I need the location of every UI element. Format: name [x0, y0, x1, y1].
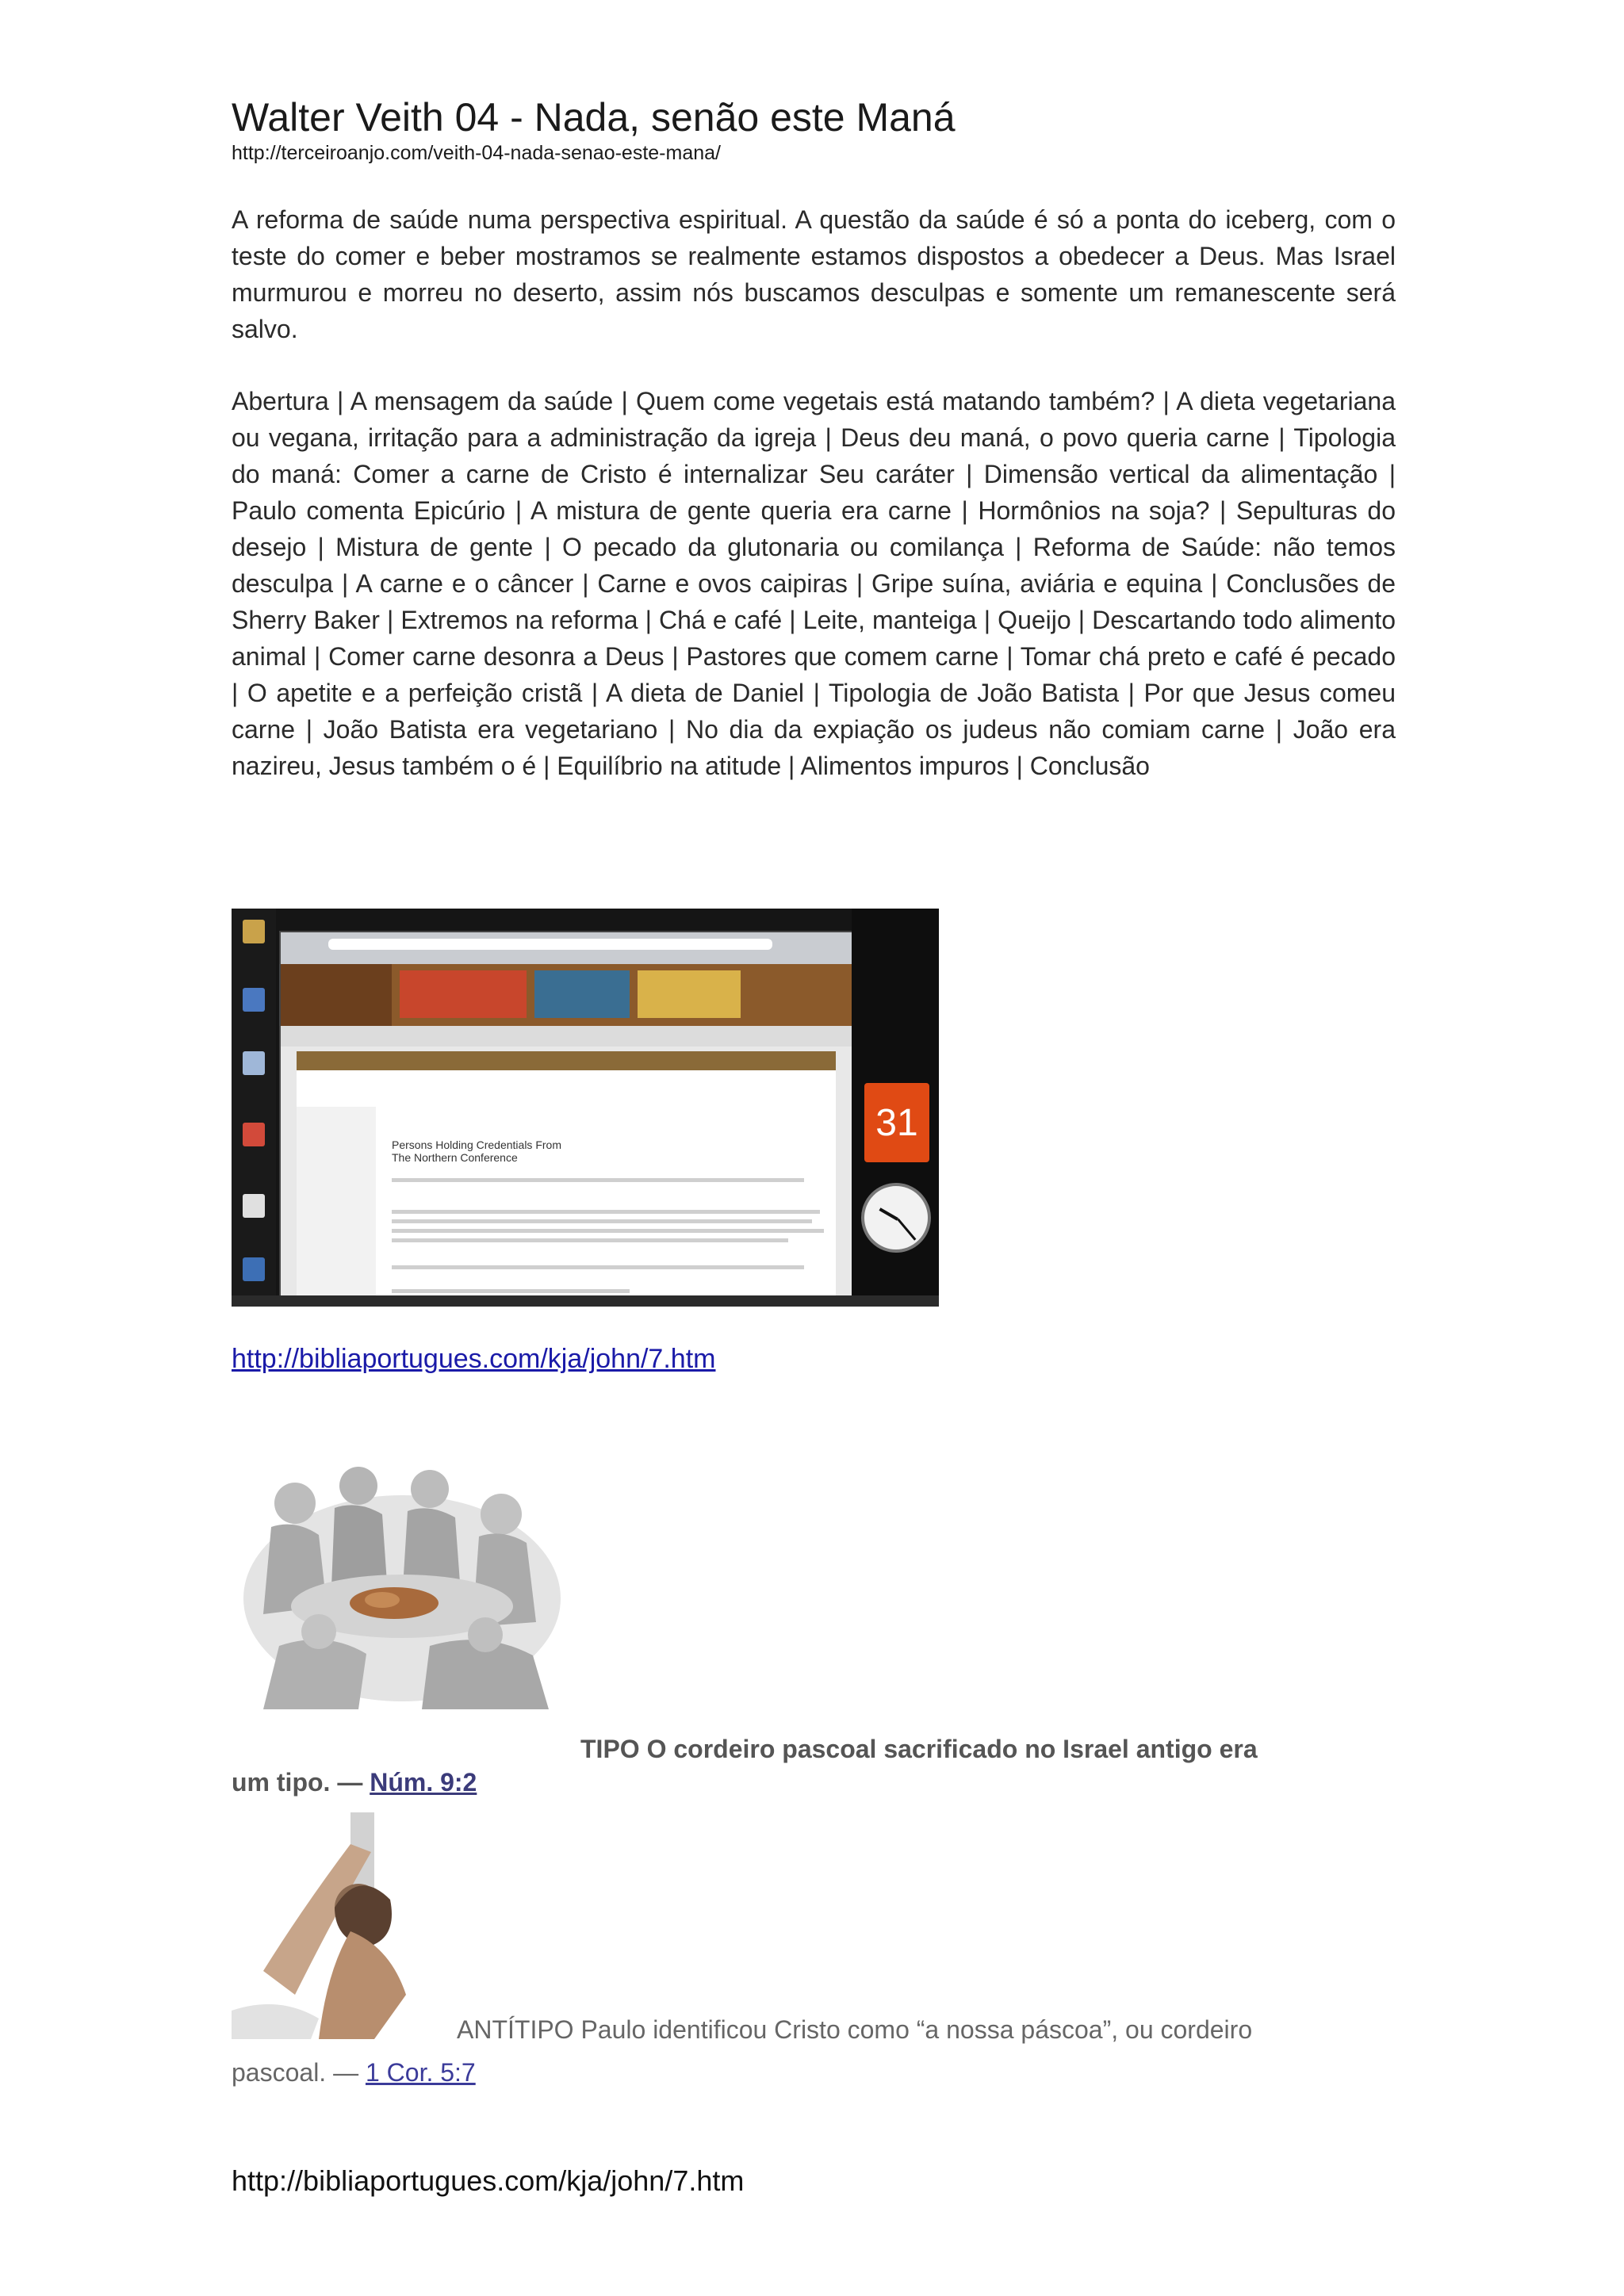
calendar-gadget: 31 [864, 1083, 929, 1162]
embedded-screenshot [232, 909, 939, 1307]
bible-link[interactable]: http://bibliaportugues.com/kja/john/7.htm [232, 1344, 716, 1374]
passover-meal-illustration-icon [232, 1448, 573, 1714]
site-banner [281, 964, 852, 1026]
source-url[interactable]: http://terceiroanjo.com/veith-04-nada-senao-este-mana/ [232, 142, 721, 164]
site-nav [281, 1026, 852, 1047]
credentials-heading: Persons Holding Credentials From The Northern Conference [392, 1138, 561, 1164]
browser-window [279, 931, 853, 1307]
tipo-caption-line2: um tipo. — Núm. 9:2 [232, 1768, 477, 1797]
address-bar [328, 939, 772, 950]
content-header-bar [297, 1051, 836, 1070]
desktop-icons-column [232, 909, 276, 1307]
taskbar [232, 1295, 939, 1307]
browser-toolbar [281, 932, 852, 964]
tipo-caption-line1: TIPO O cordeiro pascoal sacrificado no Israel antigo era [580, 1735, 1258, 1763]
topics-paragraph: Abertura | A mensagem da saúde | Quem come vegetais está matando também? | A dieta vegetariana ou vegana, irritação para a administração da igreja | Deus deu maná, o povo queria carne | Tipologia do maná: Comer a carne de Cristo é internalizar Seu caráter | Dimensão vertical da alimentação | Paulo comenta Epicúrio | A mistura de gente queria era carne | Hormônios na soja? | Sepulturas do desejo | Mistura de gente | O pecado da glutonaria ou comilança | Reforma de Saúde: não temos desculpa | A carne e o câncer | Carne e ovos caipiras | Gripe suína, aviária e equina | Conclusões de Sherry Baker | Extremos na reforma | Chá e café | Leite, manteiga | Queijo | Descartando todo alimento animal | Comer carne desonra a Deus | Pastores que comem carne | Tomar chá preto e café é pecado | O apetite e a perfeição cristã | A dieta de Daniel | Tipologia de João Batista | Por que Jesus comeu carne | João Batista era vegetariano | No dia da expiação os judeus não comiam carne | João era nazireu, Jesus também o é | Equilíbrio na atitude | Alimentos impuros | Conclusão [232, 387, 1396, 780]
antitipo-caption-line2: pascoal. — 1 Cor. 5:7 [232, 2058, 476, 2087]
desktop-gadgets [852, 909, 939, 1307]
crucified-christ-illustration-icon [232, 1812, 439, 2039]
antitipo-caption-line1: ANTÍTIPO Paulo identificou Cristo como “a nossa páscoa”, ou cordeiro [457, 2015, 1253, 2044]
clock-icon [861, 1183, 931, 1253]
site-content [297, 1051, 836, 1305]
footer-url[interactable]: http://bibliaportugues.com/kja/john/7.htm [232, 2164, 745, 2197]
1-cor-5-7-link[interactable]: 1 Cor. 5:7 [365, 2058, 476, 2087]
num-9-2-link[interactable]: Núm. 9:2 [370, 1768, 477, 1797]
content-sidebar [297, 1107, 376, 1305]
intro-paragraph: A reforma de saúde numa perspectiva espiritual. A questão da saúde é só a ponta do iceberg, com o teste do comer e beber mostramos se realmente estamos dispostos a obedecer a Deus. Mas Israel murmurou e morreu no deserto, assim nós buscamos desculpas e somente um remanescente será salvo. [232, 205, 1396, 343]
page-title: Walter Veith 04 - Nada, senão este Maná [232, 95, 956, 140]
